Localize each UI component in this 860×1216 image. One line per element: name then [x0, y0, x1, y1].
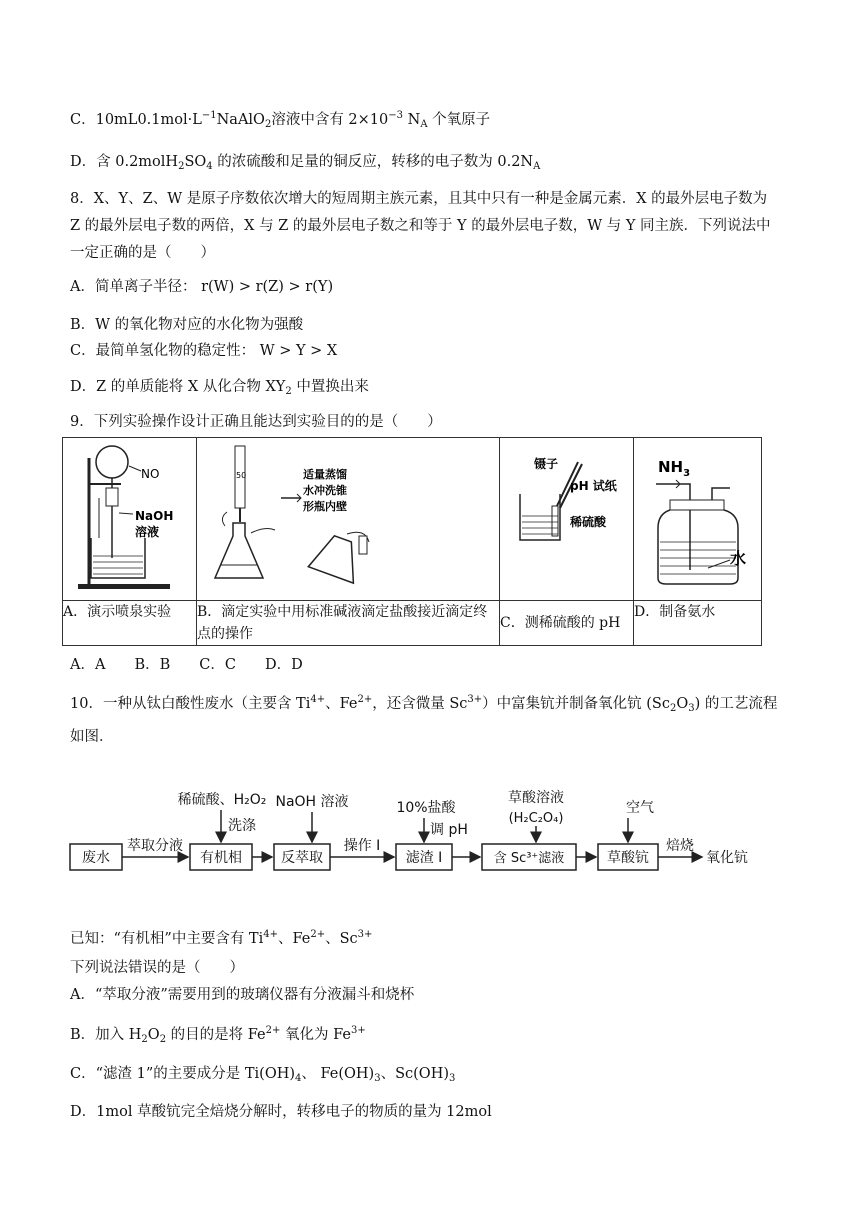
- q10-process-flowchart: [66, 784, 786, 900]
- flow-reagent-h2so4-h2o2: 稀硫酸、H₂O₂: [177, 792, 267, 808]
- flow-box-back-extraction-label: 反萃取: [281, 850, 323, 866]
- flow-product-scandium-oxide: 氧化钪: [706, 850, 748, 866]
- q10-stem-line1: 10．一种从钛白酸性废水（主要含 $Ti^{4+}$、$Fe^{2+}$，还含微量 $Sc^{3+}$）中富集钪并制备氧化钪 $(Sc_2O_3)$ 的工艺流程: [70, 694, 778, 714]
- q9-fig-b: [197, 438, 500, 601]
- q8-option-c: C．最简单氢化物的稳定性： W > Y > X: [70, 343, 338, 359]
- q10-option-b: B．加入 $H_2O_2$ 的目的是将 $Fe^{2+}$ 氧化为 $Fe^{3+}$: [70, 1025, 366, 1045]
- q10-option-d: D．1mol 草酸钪完全焙烧分解时，转移电子的物质的量为 12mol: [70, 1104, 492, 1120]
- q9-stem: 9．下列实验操作设计正确且能达到实验目的的是（ ）: [70, 414, 442, 430]
- q9-caption-a: A．演示喷泉实验: [63, 601, 197, 646]
- q10-ask: 下列说法错误的是（ ）: [70, 960, 244, 976]
- q8-stem-line2: Z 的最外层电子数的两倍，X 与 Z 的最外层电子数之和等于 Y 的最外层电子数，W 与 Y 同主族．下列说法中: [70, 218, 771, 234]
- q9-fig-d: [634, 438, 762, 601]
- flow-box-wastewater-label: 废水: [82, 850, 110, 866]
- flow-box-scandium-oxalate-label: 草酸钪: [607, 850, 649, 866]
- q9-fig-a: [63, 438, 197, 601]
- label-naoh: NaOH: [135, 509, 174, 523]
- q9-figure-table: [62, 437, 762, 646]
- fountain-apparatus-figure: [63, 438, 196, 596]
- q8-option-a: A．简单离子半径： r(W) > r(Z) > r(Y): [70, 279, 334, 295]
- burette-50-label: 50: [236, 471, 247, 480]
- q10-known: 已知：“有机相”中主要含有 $Ti^{4+}$、$Fe^{2+}$、$Sc^{3+}$: [70, 929, 373, 947]
- q9-caption-d: D．制备氨水: [634, 601, 762, 646]
- q9-caption-c: C．测稀硫酸的 pH: [500, 601, 634, 646]
- q10-option-a: A．“萃取分液”需要用到的玻璃仪器有分液漏斗和烧杯: [70, 987, 415, 1003]
- rinse-label-3: 形瓶内壁: [303, 500, 347, 513]
- titration-figure: [197, 438, 499, 596]
- flow-box-sc-filtrate-label: 含 Sc³⁺滤液: [493, 851, 565, 866]
- label-solution: 溶液: [135, 525, 160, 539]
- ammonia-water-figure: [634, 438, 761, 596]
- tweezers-label: 镊子: [534, 457, 559, 471]
- flow-reagent-oxalic-acid: 草酸溶液: [508, 790, 564, 806]
- flow-arrow-operation-i-label: 操作 I: [343, 838, 381, 854]
- q7-option-c: C．$10mL0.1mol\cdot L^{-1}NaAlO_2$溶液中含有 $2\times 10^{-3}$ $N_A$ 个氧原子: [70, 110, 491, 130]
- flow-reagent-oxalic-formula: (H₂C₂O₄): [508, 811, 564, 826]
- ph-paper-label: pH 试纸: [570, 479, 617, 493]
- q10-option-c: C．“滤渣 1”的主要成分是 $Ti(OH)_4$、 $Fe(OH)_3$、$Sc(OH)_3$: [70, 1066, 456, 1084]
- flow-arrow-extraction-label: 萃取分液: [127, 838, 183, 854]
- flow-reagent-hcl: 10%盐酸: [396, 800, 456, 816]
- nh3-label: $NH_3$: [658, 458, 691, 479]
- q9-fig-c: [500, 438, 634, 601]
- q8-option-b: B．W 的氧化物对应的水化物为强酸: [70, 317, 304, 333]
- dilute-h2so4-label: 稀硫酸: [570, 515, 607, 529]
- q9-answer-options: A．A B．B C．C D．D: [70, 657, 303, 673]
- ph-test-figure: [500, 438, 633, 596]
- q8-option-d: D．Z 的单质能将 X 从化合物 $XY_2$ 中置换出来: [70, 379, 369, 397]
- flow-arrow-roast-label: 焙烧: [666, 838, 694, 854]
- flow-box-residue-i-label: 滤渣 I: [405, 850, 443, 866]
- flow-reagent-wash: 洗涤: [228, 818, 256, 834]
- q9-caption-b: B．滴定实验中用标准碱液滴定盐酸接近滴定终点的操作: [197, 601, 500, 646]
- q7-option-d: D．含 $0.2molH_2SO_4$ 的浓硫酸和足量的铜反应，转移的电子数为 $0.2N_A$: [70, 154, 541, 172]
- rinse-label-1: 适量蒸馏: [303, 468, 347, 481]
- flow-reagent-air: 空气: [626, 800, 654, 816]
- flow-reagent-adjust-ph: 调 pH: [430, 822, 468, 838]
- label-no: NO: [141, 467, 160, 481]
- water-label: 水: [730, 549, 747, 568]
- q10-stem-line2: 如图．: [70, 729, 114, 745]
- rinse-label-2: 水冲洗锥: [303, 484, 347, 497]
- q8-stem-line1: 8．X、Y、Z、W 是原子序数依次增大的短周期主族元素，且其中只有一种是金属元素．X 的最外层电子数为: [70, 191, 768, 207]
- flow-reagent-naoh: NaOH 溶液: [275, 794, 349, 810]
- flow-box-organic-phase-label: 有机相: [200, 850, 242, 866]
- q8-stem-line3: 一定正确的是（ ）: [70, 245, 215, 261]
